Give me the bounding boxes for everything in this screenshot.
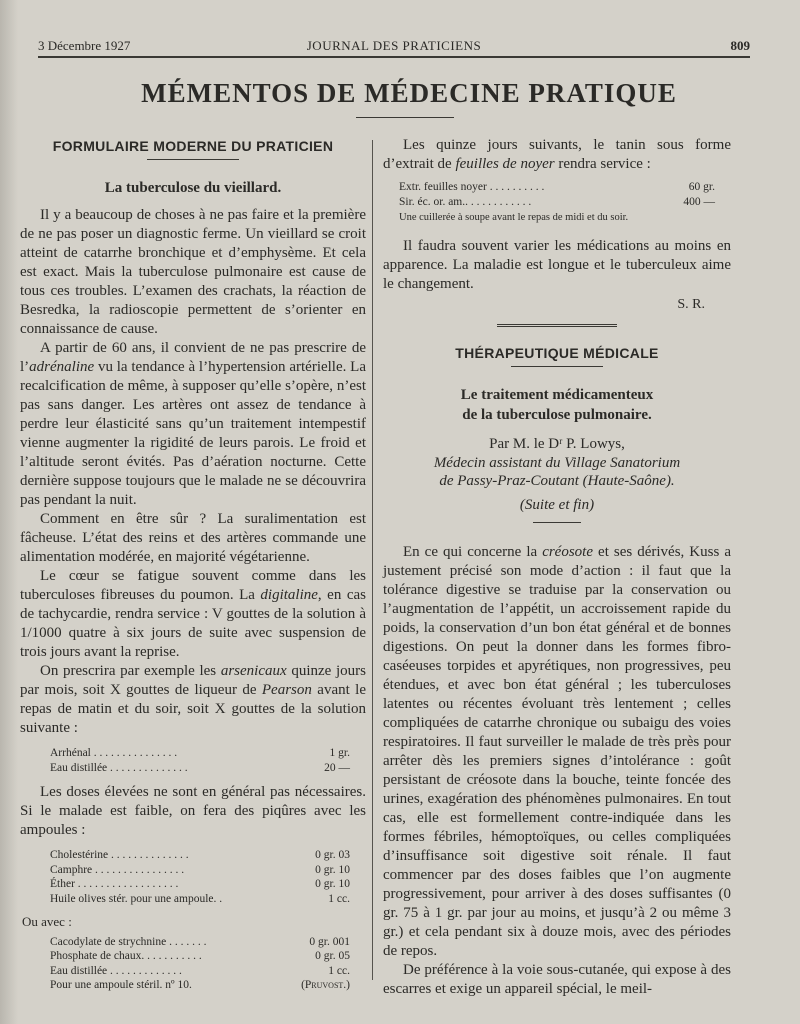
paragraph [20,339,366,510]
formula-row [50,848,350,863]
formula-ingredient: Arrhénal . . . . . . . . . . . . . . . [50,747,178,759]
emphasis-pearson: Pearson [261,682,312,698]
formula-ingredient: Éther . . . . . . . . . . . . . . . . . . [50,878,179,891]
formula-dose: 60 gr. [688,181,715,193]
text-run: et ses dérivés, Kuss a justement précisé son mode d’action : il faut que la tolérance digestive se traduise par la conservation ou l’augmentation de l’appétit, un accroissement rapide du poids, la conservation d’un bon état général et de bonnes digestions. On peut la donner dans les formes fibro-caséeuses torpides et apyrétiques, non progressives, peu étendues, et avec bon état général ; les tuberculoses latentes ou récentes évoluant très lentement ; celles compliquées de catarrhe chronique ou subaigu des voies respiratoires. Il faut surveiller le malade de très près pour arrêter dès les premiers signes d’intolérance : goût persistant de créosote dans la bouche, teinte foncée des urines, exagération des phénomènes pulmonaires. En tout cas, elle est formellement contre-indiquée dans les formes fébriles, hémoptoïques, ou celles compliquées d’insuffisance soit digestive soit rénale. Il faut commencer par des doses faibles que l’on augmente progressivement, pour arriver à des doses suffisantes (0 gr. 75 à 1 gr. par jour au moins, et jusqu’à 2 ou même 3 gr.) et cela pendant six à douze mois, avec des périodes de repos. [383,544,731,960]
text-run: Le cœur se fatigue souvent comme dans les tuberculoses fibreuses du poumon. La [20,568,366,603]
paragraph [20,567,366,662]
emphasis-feuilles-noyer: feuilles de noyer [455,156,555,172]
text-run: rendra service : [554,156,651,172]
formula-dose: 1 cc. [328,964,350,977]
formula-noyer [399,180,715,209]
formula-dose: 20 — [324,761,350,774]
formula-row [399,180,715,195]
right-column [383,130,731,999]
section-rule [511,366,603,367]
formula-row [399,195,715,210]
formula-ingredient: Pour une ampoule stéril. nº 10. [50,979,192,992]
header-date: 3 Décembre 1927 [38,38,131,53]
text-run: Les quinze jours suivants, le tanin sous forme d’extrait de [383,137,731,172]
formula-dose: 0 gr. 10 [315,878,350,891]
formula-dose: 0 gr. 03 [315,849,350,862]
text-run: vu la tendance à l’hypertension artérielle. La recalcification de même, à supposer qu’elle s’opère, n’est pas sans danger. Les artères ont assez de tendance à perdre leur élasticité sans qu’un traitement intempestif vienne augmenter la rigidité de leurs parois. Le froid et l’altitude seront évités. Pas d’aération nocturne. Cette dernière suppose toujours que le malade ne se découvrira pas pendant la nuit. [20,359,366,508]
header-rule [38,56,750,58]
formula-ingredient: Eau distillée . . . . . . . . . . . . . . [50,761,188,774]
left-column [20,130,366,993]
formula-row [50,746,350,761]
formula-row [50,761,350,776]
author-byline: Par M. le Dʳ P. Lowys, [489,436,625,453]
formula-dose: 0 gr. 001 [309,935,350,948]
paragraph: Comment en être sûr ? La suralimentation est fâcheuse. L’état des reins et des artères commande une alimentation modérée, en majorité végétarienne. [20,511,366,565]
formula-dose: 1 gr. [329,747,350,759]
formula-ingredient: Cacodylate de strychnine . . . . . . . [50,935,207,948]
ou-avec-label: Ou avec : [22,913,72,929]
continued-note: (Suite et fin) [519,497,595,514]
formula-attribution: (Pruvost.) [301,979,350,992]
column-divider [372,140,373,980]
article-title-line-1: Le traitement médicamenteux [460,387,654,404]
section-heading-formulaire: FORMULAIRE MODERNE DU PRATICIEN [52,138,334,154]
author-affiliation-line-2: de Passy-Praz-Coutant (Haute-Saône). [439,473,675,490]
formula-cacodylate-ampoules [50,935,350,993]
formula-ingredient: Eau distillée . . . . . . . . . . . . . [50,964,182,977]
formula-cholesterine-ampoules [50,848,350,906]
paragraph [383,543,731,961]
short-rule [533,522,581,523]
page-title: MÉMENTOS DE MÉDECINE PRATIQUE [141,78,677,108]
formula-dose: 0 gr. 05 [315,950,350,963]
formula-dose: 400 — [683,195,715,208]
paragraph: De préférence à la voie sous-cutanée, qui expose à des escarres et exige un appareil spécial, le meil- [383,962,731,998]
formula-ingredient: Phosphate de chaux. . . . . . . . . . . [50,950,202,963]
journal-page [18,0,800,1024]
header-journal-name: JOURNAL DES PRATICIENS [306,38,482,53]
text-run: , en cas de tachycardie, rendra service : V gouttes de la solution à 1/1000 quatre à six jours de suite avec suspension de trois jours avant la reprise. [20,587,367,660]
formula-row [50,935,350,950]
emphasis-digitaline: digitaline [260,587,318,603]
text-run: A partir de 60 ans, il convient de ne pas prescrire de l’ [20,340,366,375]
formula-row [50,877,350,892]
article-title-tuberculose-vieillard: La tuberculose du vieillard. [104,180,282,196]
running-header [38,38,750,54]
article-title-line-2: de la tuberculose pulmonaire. [462,407,652,424]
header-page-number: 809 [730,38,750,53]
formula-ingredient: Extr. feuilles noyer . . . . . . . . . . [399,181,545,193]
section-rule [147,159,239,160]
section-separator-double-rule [497,324,617,327]
text-run: En ce qui concerne la [403,544,543,561]
author-affiliation-line-1: Médecin assistant du Village Sanatorium [433,455,681,472]
formula-ingredient: Huile olives stér. pour une ampoule. . [50,892,223,905]
section-heading-therapeutique: THÉRAPEUTIQUE MÉDICALE [455,345,659,362]
emphasis-arsenicaux: arsenicaux [220,663,287,679]
formula-ingredient: Camphre . . . . . . . . . . . . . . . . [50,863,185,876]
formula-note: Une cuillerée à soupe avant le repas de midi et du soir. [399,212,629,224]
formula-arrhenal [50,746,350,775]
page-edge-shadow [0,0,18,1024]
formula-row [50,892,350,907]
text-run: avant le repas de matin et du soir, soit X gouttes de la solution suivante : [20,682,366,736]
formula-dose: 0 gr. 10 [315,863,350,876]
text-run: quinze jours par mois, soit X gouttes de liqueur de [20,663,367,698]
paragraph [20,662,366,738]
paragraph: Il faudra souvent varier les médications au moins en apparence. La maladie est longue et le tuberculeux aime le changement. [383,238,731,293]
title-rule [356,117,454,118]
formula-row [50,949,350,964]
formula-dose: 1 cc. [328,892,350,905]
emphasis-adrenaline: adrénaline [29,359,95,375]
paragraph: Les doses élevées ne sont en général pas nécessaires. Si le malade est faible, on fera des piqûres avec les ampoules : [20,784,366,839]
formula-ingredient: Cholestérine . . . . . . . . . . . . . . [50,849,189,862]
signature: S. R. [677,297,705,313]
emphasis-creosote: créosote [542,544,594,561]
paragraph [383,136,731,174]
formula-row [50,863,350,878]
formula-row [50,978,350,993]
formula-ingredient: Sir. éc. or. am.. . . . . . . . . . . . [399,195,532,208]
formula-row [50,964,350,979]
text-run: On prescrira par exemple les [40,663,221,679]
paragraph: Il y a beaucoup de choses à ne pas faire et la première de ne pas poser un diagnostic ferme. Un vieillard se croit atteint de catarrhe bronchique et d’emphysème. Et cela est exact. Mais la tuberculose pulmonaire est cause de tous ces troubles. L’examen des crachats, la réaction de Besredka, la radioscopie permettent de s’orienter en connaissance de cause. [20,207,366,337]
